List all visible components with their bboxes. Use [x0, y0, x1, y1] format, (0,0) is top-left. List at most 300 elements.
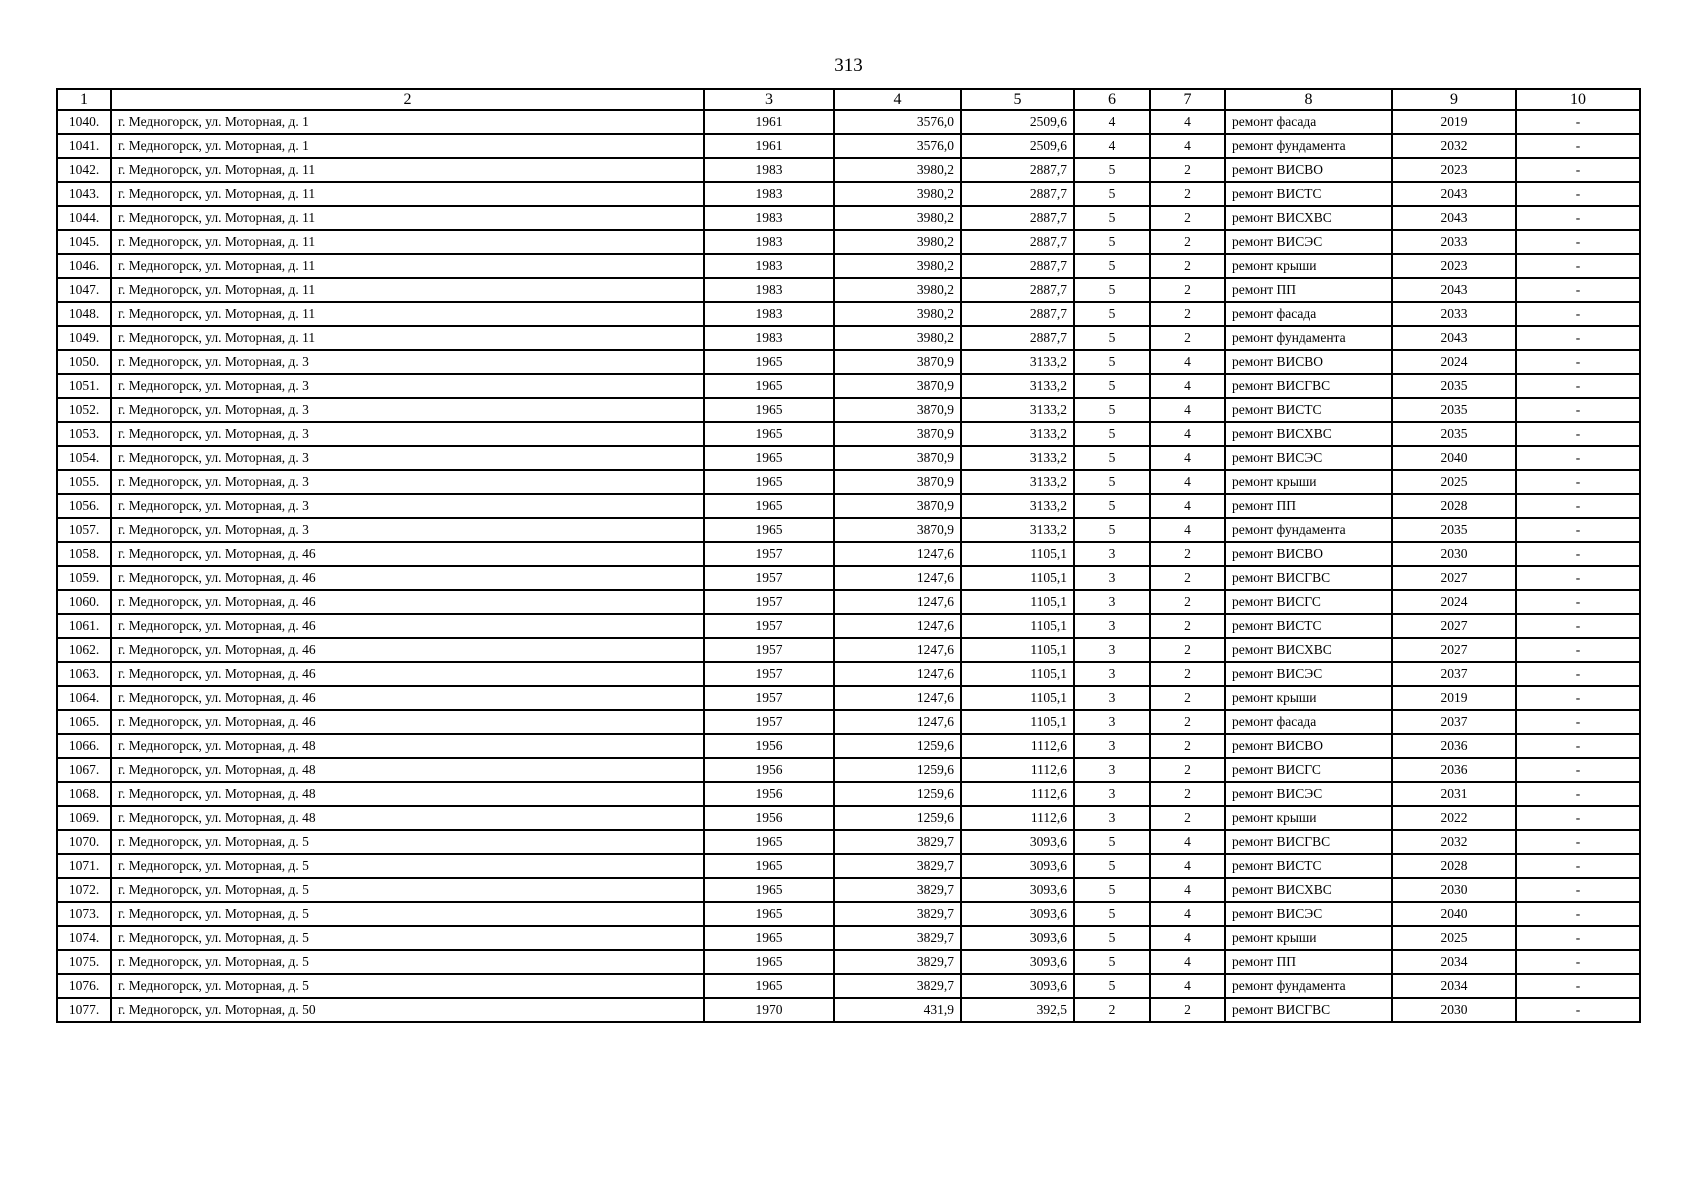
entrances-cell: 2	[1150, 542, 1225, 566]
address-cell: г. Медногорск, ул. Моторная, д. 3	[111, 518, 704, 542]
planned-year-cell: 2019	[1392, 110, 1516, 134]
note-cell: -	[1516, 950, 1640, 974]
note-cell: -	[1516, 278, 1640, 302]
row-number-cell: 1074.	[57, 926, 111, 950]
work-type-cell: ремонт фасада	[1225, 710, 1392, 734]
living-area-cell: 3133,2	[961, 374, 1074, 398]
planned-year-cell: 2040	[1392, 446, 1516, 470]
note-cell: -	[1516, 854, 1640, 878]
table-row	[57, 926, 1640, 950]
year-built-cell: 1983	[704, 326, 834, 350]
row-number-cell: 1067.	[57, 758, 111, 782]
work-type-cell: ремонт фундамента	[1225, 518, 1392, 542]
floors-cell: 3	[1074, 710, 1150, 734]
note-cell: -	[1516, 926, 1640, 950]
year-built-cell: 1965	[704, 350, 834, 374]
address-cell: г. Медногорск, ул. Моторная, д. 46	[111, 686, 704, 710]
living-area-cell: 1105,1	[961, 566, 1074, 590]
note-cell: -	[1516, 614, 1640, 638]
total-area-cell: 1247,6	[834, 614, 961, 638]
row-number-cell: 1041.	[57, 134, 111, 158]
total-area-cell: 3870,9	[834, 518, 961, 542]
entrances-cell: 4	[1150, 134, 1225, 158]
floors-cell: 3	[1074, 566, 1150, 590]
note-cell: -	[1516, 134, 1640, 158]
total-area-cell: 1247,6	[834, 590, 961, 614]
living-area-cell: 1105,1	[961, 614, 1074, 638]
year-built-cell: 1965	[704, 518, 834, 542]
total-area-cell: 3576,0	[834, 134, 961, 158]
table-row	[57, 878, 1640, 902]
planned-year-cell: 2023	[1392, 254, 1516, 278]
address-cell: г. Медногорск, ул. Моторная, д. 46	[111, 710, 704, 734]
note-cell: -	[1516, 230, 1640, 254]
table-header	[57, 89, 1640, 110]
year-built-cell: 1965	[704, 926, 834, 950]
planned-year-cell: 2027	[1392, 566, 1516, 590]
total-area-cell: 3829,7	[834, 854, 961, 878]
entrances-cell: 2	[1150, 638, 1225, 662]
work-type-cell: ремонт крыши	[1225, 470, 1392, 494]
floors-cell: 5	[1074, 230, 1150, 254]
row-number-cell: 1046.	[57, 254, 111, 278]
note-cell: -	[1516, 806, 1640, 830]
table-row	[57, 182, 1640, 206]
note-cell: -	[1516, 422, 1640, 446]
row-number-cell: 1060.	[57, 590, 111, 614]
work-type-cell: ремонт фасада	[1225, 110, 1392, 134]
table-row	[57, 662, 1640, 686]
note-cell: -	[1516, 830, 1640, 854]
note-cell: -	[1516, 878, 1640, 902]
note-cell: -	[1516, 374, 1640, 398]
planned-year-cell: 2043	[1392, 326, 1516, 350]
row-number-cell: 1065.	[57, 710, 111, 734]
address-cell: г. Медногорск, ул. Моторная, д. 3	[111, 446, 704, 470]
address-cell: г. Медногорск, ул. Моторная, д. 48	[111, 806, 704, 830]
planned-year-cell: 2036	[1392, 734, 1516, 758]
table-row	[57, 374, 1640, 398]
header-cell: 7	[1150, 89, 1225, 110]
page-number: 313	[834, 55, 863, 76]
living-area-cell: 3133,2	[961, 350, 1074, 374]
total-area-cell: 3870,9	[834, 446, 961, 470]
note-cell: -	[1516, 254, 1640, 278]
work-type-cell: ремонт ВИСТС	[1225, 398, 1392, 422]
total-area-cell: 3870,9	[834, 494, 961, 518]
total-area-cell: 3980,2	[834, 182, 961, 206]
table-row	[57, 302, 1640, 326]
floors-cell: 5	[1074, 350, 1150, 374]
note-cell: -	[1516, 782, 1640, 806]
header-cell: 5	[961, 89, 1074, 110]
entrances-cell: 4	[1150, 446, 1225, 470]
planned-year-cell: 2034	[1392, 950, 1516, 974]
floors-cell: 5	[1074, 158, 1150, 182]
planned-year-cell: 2043	[1392, 182, 1516, 206]
floors-cell: 3	[1074, 662, 1150, 686]
year-built-cell: 1957	[704, 566, 834, 590]
total-area-cell: 1247,6	[834, 566, 961, 590]
note-cell: -	[1516, 494, 1640, 518]
planned-year-cell: 2032	[1392, 134, 1516, 158]
floors-cell: 5	[1074, 878, 1150, 902]
living-area-cell: 392,5	[961, 998, 1074, 1022]
work-type-cell: ремонт ВИСЭС	[1225, 230, 1392, 254]
year-built-cell: 1965	[704, 374, 834, 398]
note-cell: -	[1516, 566, 1640, 590]
year-built-cell: 1965	[704, 902, 834, 926]
note-cell: -	[1516, 662, 1640, 686]
total-area-cell: 3980,2	[834, 206, 961, 230]
floors-cell: 2	[1074, 998, 1150, 1022]
living-area-cell: 3133,2	[961, 398, 1074, 422]
floors-cell: 3	[1074, 542, 1150, 566]
address-cell: г. Медногорск, ул. Моторная, д. 3	[111, 494, 704, 518]
total-area-cell: 1247,6	[834, 662, 961, 686]
address-cell: г. Медногорск, ул. Моторная, д. 5	[111, 950, 704, 974]
work-type-cell: ремонт ПП	[1225, 494, 1392, 518]
living-area-cell: 1112,6	[961, 806, 1074, 830]
work-type-cell: ремонт ВИСЭС	[1225, 902, 1392, 926]
note-cell: -	[1516, 734, 1640, 758]
row-number-cell: 1048.	[57, 302, 111, 326]
header-cell: 4	[834, 89, 961, 110]
work-type-cell: ремонт ВИСВО	[1225, 542, 1392, 566]
planned-year-cell: 2030	[1392, 878, 1516, 902]
floors-cell: 3	[1074, 782, 1150, 806]
address-cell: г. Медногорск, ул. Моторная, д. 11	[111, 254, 704, 278]
planned-year-cell: 2032	[1392, 830, 1516, 854]
row-number-cell: 1071.	[57, 854, 111, 878]
year-built-cell: 1957	[704, 638, 834, 662]
header-cell: 10	[1516, 89, 1640, 110]
planned-year-cell: 2043	[1392, 278, 1516, 302]
total-area-cell: 1247,6	[834, 638, 961, 662]
address-cell: г. Медногорск, ул. Моторная, д. 46	[111, 542, 704, 566]
entrances-cell: 4	[1150, 110, 1225, 134]
entrances-cell: 2	[1150, 278, 1225, 302]
table-row	[57, 974, 1640, 998]
planned-year-cell: 2028	[1392, 494, 1516, 518]
living-area-cell: 3133,2	[961, 470, 1074, 494]
year-built-cell: 1957	[704, 542, 834, 566]
address-cell: г. Медногорск, ул. Моторная, д. 11	[111, 206, 704, 230]
total-area-cell: 3980,2	[834, 158, 961, 182]
row-number-cell: 1077.	[57, 998, 111, 1022]
year-built-cell: 1983	[704, 278, 834, 302]
planned-year-cell: 2034	[1392, 974, 1516, 998]
note-cell: -	[1516, 998, 1640, 1022]
entrances-cell: 4	[1150, 926, 1225, 950]
work-type-cell: ремонт ВИСГВС	[1225, 374, 1392, 398]
row-number-cell: 1052.	[57, 398, 111, 422]
address-cell: г. Медногорск, ул. Моторная, д. 11	[111, 158, 704, 182]
year-built-cell: 1957	[704, 662, 834, 686]
address-cell: г. Медногорск, ул. Моторная, д. 5	[111, 974, 704, 998]
work-type-cell: ремонт ВИСХВС	[1225, 422, 1392, 446]
total-area-cell: 1259,6	[834, 806, 961, 830]
address-cell: г. Медногорск, ул. Моторная, д. 46	[111, 566, 704, 590]
row-number-cell: 1064.	[57, 686, 111, 710]
year-built-cell: 1983	[704, 206, 834, 230]
planned-year-cell: 2030	[1392, 998, 1516, 1022]
address-cell: г. Медногорск, ул. Моторная, д. 48	[111, 758, 704, 782]
year-built-cell: 1956	[704, 782, 834, 806]
entrances-cell: 4	[1150, 854, 1225, 878]
row-number-cell: 1059.	[57, 566, 111, 590]
floors-cell: 5	[1074, 854, 1150, 878]
living-area-cell: 3093,6	[961, 974, 1074, 998]
row-number-cell: 1044.	[57, 206, 111, 230]
table-row	[57, 950, 1640, 974]
header-cell: 2	[111, 89, 704, 110]
total-area-cell: 1259,6	[834, 734, 961, 758]
address-cell: г. Медногорск, ул. Моторная, д. 3	[111, 470, 704, 494]
work-type-cell: ремонт крыши	[1225, 806, 1392, 830]
living-area-cell: 1105,1	[961, 590, 1074, 614]
row-number-cell: 1069.	[57, 806, 111, 830]
entrances-cell: 2	[1150, 614, 1225, 638]
total-area-cell: 1259,6	[834, 758, 961, 782]
planned-year-cell: 2030	[1392, 542, 1516, 566]
living-area-cell: 2509,6	[961, 110, 1074, 134]
floors-cell: 3	[1074, 590, 1150, 614]
total-area-cell: 3870,9	[834, 398, 961, 422]
living-area-cell: 2887,7	[961, 206, 1074, 230]
floors-cell: 3	[1074, 686, 1150, 710]
note-cell: -	[1516, 326, 1640, 350]
floors-cell: 5	[1074, 470, 1150, 494]
work-type-cell: ремонт крыши	[1225, 686, 1392, 710]
table-row	[57, 998, 1640, 1022]
total-area-cell: 3576,0	[834, 110, 961, 134]
header-row	[57, 89, 1640, 110]
row-number-cell: 1057.	[57, 518, 111, 542]
planned-year-cell: 2022	[1392, 806, 1516, 830]
living-area-cell: 3093,6	[961, 950, 1074, 974]
planned-year-cell: 2019	[1392, 686, 1516, 710]
entrances-cell: 4	[1150, 878, 1225, 902]
address-cell: г. Медногорск, ул. Моторная, д. 11	[111, 302, 704, 326]
entrances-cell: 2	[1150, 998, 1225, 1022]
entrances-cell: 2	[1150, 566, 1225, 590]
total-area-cell: 3980,2	[834, 326, 961, 350]
entrances-cell: 2	[1150, 758, 1225, 782]
year-built-cell: 1965	[704, 830, 834, 854]
planned-year-cell: 2043	[1392, 206, 1516, 230]
note-cell: -	[1516, 398, 1640, 422]
living-area-cell: 2509,6	[961, 134, 1074, 158]
table-row	[57, 614, 1640, 638]
entrances-cell: 2	[1150, 590, 1225, 614]
row-number-cell: 1072.	[57, 878, 111, 902]
table-body	[57, 110, 1640, 1022]
table-row	[57, 134, 1640, 158]
entrances-cell: 4	[1150, 398, 1225, 422]
living-area-cell: 3093,6	[961, 902, 1074, 926]
entrances-cell: 4	[1150, 350, 1225, 374]
entrances-cell: 4	[1150, 830, 1225, 854]
work-type-cell: ремонт ВИСХВС	[1225, 878, 1392, 902]
header-cell: 9	[1392, 89, 1516, 110]
row-number-cell: 1045.	[57, 230, 111, 254]
living-area-cell: 3133,2	[961, 494, 1074, 518]
planned-year-cell: 2027	[1392, 638, 1516, 662]
entrances-cell: 2	[1150, 734, 1225, 758]
row-number-cell: 1075.	[57, 950, 111, 974]
note-cell: -	[1516, 206, 1640, 230]
floors-cell: 5	[1074, 422, 1150, 446]
total-area-cell: 3870,9	[834, 374, 961, 398]
address-cell: г. Медногорск, ул. Моторная, д. 3	[111, 422, 704, 446]
work-type-cell: ремонт ВИСГВС	[1225, 566, 1392, 590]
note-cell: -	[1516, 758, 1640, 782]
total-area-cell: 3829,7	[834, 974, 961, 998]
address-cell: г. Медногорск, ул. Моторная, д. 46	[111, 590, 704, 614]
note-cell: -	[1516, 518, 1640, 542]
total-area-cell: 3980,2	[834, 302, 961, 326]
address-cell: г. Медногорск, ул. Моторная, д. 3	[111, 374, 704, 398]
address-cell: г. Медногорск, ул. Моторная, д. 46	[111, 614, 704, 638]
row-number-cell: 1050.	[57, 350, 111, 374]
year-built-cell: 1983	[704, 302, 834, 326]
total-area-cell: 3870,9	[834, 422, 961, 446]
entrances-cell: 2	[1150, 302, 1225, 326]
planned-year-cell: 2024	[1392, 350, 1516, 374]
floors-cell: 3	[1074, 806, 1150, 830]
living-area-cell: 3093,6	[961, 878, 1074, 902]
entrances-cell: 2	[1150, 230, 1225, 254]
living-area-cell: 2887,7	[961, 254, 1074, 278]
row-number-cell: 1055.	[57, 470, 111, 494]
note-cell: -	[1516, 974, 1640, 998]
living-area-cell: 1105,1	[961, 710, 1074, 734]
header-cell: 8	[1225, 89, 1392, 110]
row-number-cell: 1076.	[57, 974, 111, 998]
work-type-cell: ремонт ВИСВО	[1225, 158, 1392, 182]
table-row	[57, 830, 1640, 854]
table-row	[57, 230, 1640, 254]
address-cell: г. Медногорск, ул. Моторная, д. 46	[111, 638, 704, 662]
row-number-cell: 1056.	[57, 494, 111, 518]
living-area-cell: 2887,7	[961, 302, 1074, 326]
address-cell: г. Медногорск, ул. Моторная, д. 11	[111, 326, 704, 350]
floors-cell: 5	[1074, 206, 1150, 230]
total-area-cell: 3980,2	[834, 230, 961, 254]
entrances-cell: 2	[1150, 662, 1225, 686]
row-number-cell: 1047.	[57, 278, 111, 302]
year-built-cell: 1957	[704, 614, 834, 638]
floors-cell: 5	[1074, 926, 1150, 950]
work-type-cell: ремонт ВИСГС	[1225, 758, 1392, 782]
entrances-cell: 4	[1150, 494, 1225, 518]
repair-register-table	[56, 88, 1641, 1023]
note-cell: -	[1516, 446, 1640, 470]
living-area-cell: 1105,1	[961, 662, 1074, 686]
floors-cell: 5	[1074, 902, 1150, 926]
living-area-cell: 2887,7	[961, 278, 1074, 302]
total-area-cell: 1247,6	[834, 710, 961, 734]
work-type-cell: ремонт фундамента	[1225, 134, 1392, 158]
table-row	[57, 806, 1640, 830]
planned-year-cell: 2037	[1392, 710, 1516, 734]
work-type-cell: ремонт фасада	[1225, 302, 1392, 326]
year-built-cell: 1983	[704, 230, 834, 254]
floors-cell: 5	[1074, 326, 1150, 350]
table-row	[57, 422, 1640, 446]
year-built-cell: 1956	[704, 734, 834, 758]
entrances-cell: 4	[1150, 974, 1225, 998]
table-row	[57, 350, 1640, 374]
row-number-cell: 1068.	[57, 782, 111, 806]
total-area-cell: 1247,6	[834, 686, 961, 710]
planned-year-cell: 2040	[1392, 902, 1516, 926]
floors-cell: 5	[1074, 302, 1150, 326]
table-row	[57, 518, 1640, 542]
planned-year-cell: 2033	[1392, 230, 1516, 254]
note-cell: -	[1516, 470, 1640, 494]
living-area-cell: 2887,7	[961, 158, 1074, 182]
note-cell: -	[1516, 686, 1640, 710]
floors-cell: 5	[1074, 374, 1150, 398]
floors-cell: 3	[1074, 638, 1150, 662]
total-area-cell: 3870,9	[834, 350, 961, 374]
row-number-cell: 1054.	[57, 446, 111, 470]
table-row	[57, 734, 1640, 758]
planned-year-cell: 2028	[1392, 854, 1516, 878]
total-area-cell: 3870,9	[834, 470, 961, 494]
total-area-cell: 3980,2	[834, 254, 961, 278]
work-type-cell: ремонт ВИСХВС	[1225, 638, 1392, 662]
year-built-cell: 1983	[704, 182, 834, 206]
entrances-cell: 2	[1150, 206, 1225, 230]
address-cell: г. Медногорск, ул. Моторная, д. 3	[111, 398, 704, 422]
floors-cell: 5	[1074, 494, 1150, 518]
table-row	[57, 494, 1640, 518]
floors-cell: 5	[1074, 254, 1150, 278]
address-cell: г. Медногорск, ул. Моторная, д. 1	[111, 110, 704, 134]
planned-year-cell: 2031	[1392, 782, 1516, 806]
floors-cell: 5	[1074, 950, 1150, 974]
living-area-cell: 2887,7	[961, 326, 1074, 350]
address-cell: г. Медногорск, ул. Моторная, д. 5	[111, 926, 704, 950]
total-area-cell: 1247,6	[834, 542, 961, 566]
address-cell: г. Медногорск, ул. Моторная, д. 11	[111, 230, 704, 254]
note-cell: -	[1516, 710, 1640, 734]
work-type-cell: ремонт ПП	[1225, 950, 1392, 974]
total-area-cell: 3829,7	[834, 830, 961, 854]
work-type-cell: ремонт ВИСГВС	[1225, 830, 1392, 854]
total-area-cell: 3829,7	[834, 950, 961, 974]
total-area-cell: 3829,7	[834, 878, 961, 902]
address-cell: г. Медногорск, ул. Моторная, д. 48	[111, 782, 704, 806]
row-number-cell: 1062.	[57, 638, 111, 662]
table-row	[57, 638, 1640, 662]
planned-year-cell: 2027	[1392, 614, 1516, 638]
entrances-cell: 2	[1150, 686, 1225, 710]
address-cell: г. Медногорск, ул. Моторная, д. 3	[111, 350, 704, 374]
work-type-cell: ремонт ВИСГВС	[1225, 998, 1392, 1022]
address-cell: г. Медногорск, ул. Моторная, д. 1	[111, 134, 704, 158]
row-number-cell: 1040.	[57, 110, 111, 134]
living-area-cell: 1105,1	[961, 542, 1074, 566]
row-number-cell: 1073.	[57, 902, 111, 926]
floors-cell: 5	[1074, 830, 1150, 854]
floors-cell: 3	[1074, 614, 1150, 638]
table-row	[57, 902, 1640, 926]
table-row	[57, 782, 1640, 806]
